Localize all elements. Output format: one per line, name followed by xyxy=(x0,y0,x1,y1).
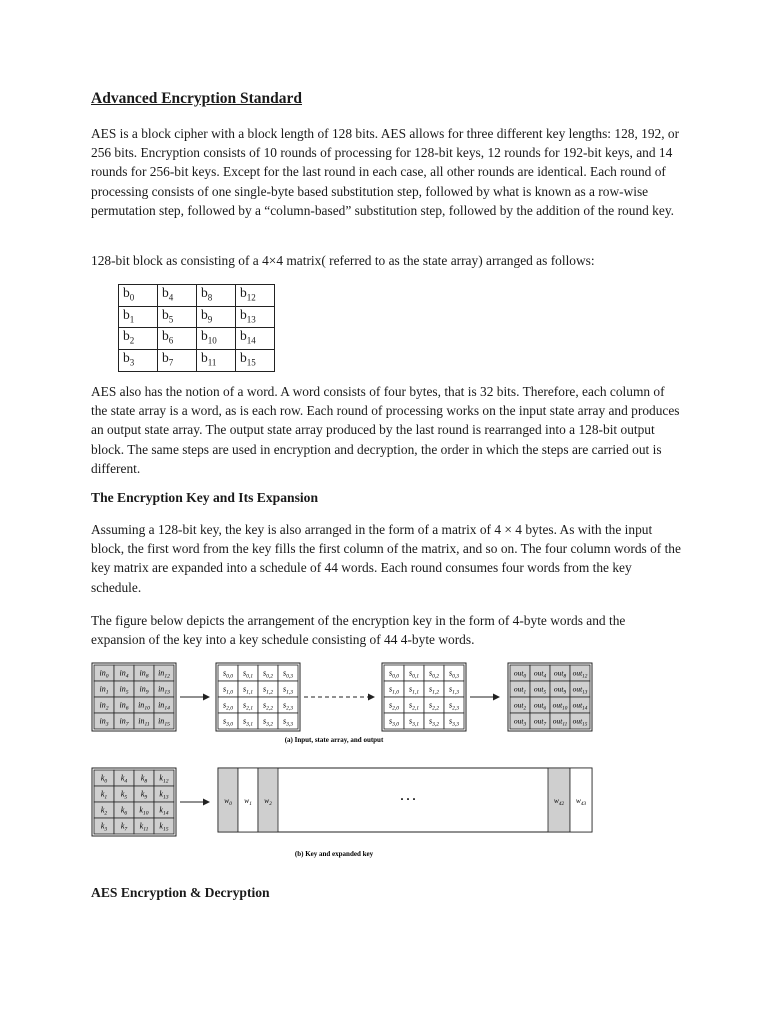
output-matrix-cell-label: out$_0$ xyxy=(513,668,527,680)
state-matrix-cell-label: $s_{3,3}$ xyxy=(282,716,294,728)
state-cell: $b_1$ xyxy=(119,306,158,328)
key-matrix-cell-label: $k_{12}$ xyxy=(159,773,169,785)
output-matrix-cell-label: out$_6$ xyxy=(533,700,547,712)
input-matrix-cell-label: $in_6$ xyxy=(119,700,129,712)
schedule-word-label: $w_2$ xyxy=(264,796,272,807)
state-cell: $b_{10}$ xyxy=(197,328,236,350)
block-paragraph: 128-bit block as consisting of a 4×4 matrix( referred to as the state array) arranged as follows: xyxy=(91,253,595,268)
state-matrix-final-cell-label: $s_{0,2}$ xyxy=(428,668,440,680)
input-matrix-cell-label: $in_7$ xyxy=(119,716,129,728)
key-expansion-heading: The Encryption Key and Its Expansion xyxy=(91,490,318,505)
output-matrix-cell-label: out$_4$ xyxy=(533,668,547,680)
key-matrix-cell-label: $k_{14}$ xyxy=(159,805,169,817)
key-matrix-cell-label: $k_4$ xyxy=(120,773,128,785)
state-cell: $b_2$ xyxy=(119,328,158,350)
state-cell: $b_7$ xyxy=(158,350,197,372)
schedule-word-label: $w_1$ xyxy=(244,796,252,807)
schedule-word-label: $w_0$ xyxy=(224,796,232,807)
input-matrix-cell-label: $in_2$ xyxy=(99,700,109,712)
caption-b: (b) Key and expanded key xyxy=(294,850,374,858)
input-matrix-cell-label: $in_{10}$ xyxy=(138,700,150,712)
schedule-word-label: $w_{43}$ xyxy=(575,796,587,807)
output-matrix-cell-label: out$_8$ xyxy=(553,668,567,680)
input-matrix-cell-label: $in_{14}$ xyxy=(158,700,170,712)
document-title: Advanced Encryption Standard xyxy=(91,90,303,107)
state-matrix-cell-label: $s_{1,1}$ xyxy=(242,684,254,696)
state-matrix-final-cell-label: $s_{2,2}$ xyxy=(428,700,440,712)
input-matrix-cell-label: $in_0$ xyxy=(99,668,109,680)
state-matrix-final-cell-label: $s_{2,1}$ xyxy=(408,700,420,712)
key-matrix-cell-label: $k_7$ xyxy=(120,821,128,833)
state-matrix-final-cell-label: $s_{3,3}$ xyxy=(448,716,460,728)
state-matrix-cell-label: $s_{1,3}$ xyxy=(282,684,294,696)
state-matrix-cell-label: $s_{0,1}$ xyxy=(242,668,254,680)
schedule-word-label: $w_{42}$ xyxy=(553,796,565,807)
key-matrix-cell-label: $k_3$ xyxy=(100,821,108,833)
input-to-state-arrow-head xyxy=(203,694,210,701)
state-matrix-cell-label: $s_{3,1}$ xyxy=(242,716,254,728)
state-matrix-final-cell-label: $s_{0,1}$ xyxy=(408,668,420,680)
state-matrix-final-cell-label: $s_{2,0}$ xyxy=(388,700,400,712)
schedule-ellipsis: . . . xyxy=(400,789,416,803)
state-matrix-cell-label: $s_{0,2}$ xyxy=(262,668,274,680)
state-cell: $b_{15}$ xyxy=(236,350,275,372)
key-matrix-cell-label: $k_{11}$ xyxy=(139,821,149,833)
state-cell: $b_{11}$ xyxy=(197,350,236,372)
key-to-schedule-arrow-head xyxy=(203,799,210,806)
state-matrix-final-cell-label: $s_{2,3}$ xyxy=(448,700,460,712)
output-matrix-cell-label: out$_2$ xyxy=(513,700,527,712)
output-matrix-cell-label: out$_{11}$ xyxy=(552,716,568,728)
input-matrix-cell-label: $in_5$ xyxy=(119,684,129,696)
caption-a: (a) Input, state array, and output xyxy=(284,736,384,744)
state-matrix-cell-label: $s_{2,3}$ xyxy=(282,700,294,712)
state-cell: $b_{14}$ xyxy=(236,328,275,350)
input-matrix-cell-label: $in_{11}$ xyxy=(138,716,150,728)
key-matrix-cell-label: $k_{15}$ xyxy=(159,821,169,833)
output-matrix-cell-label: out$_9$ xyxy=(553,684,567,696)
state-matrix-final-cell-label: $s_{0,0}$ xyxy=(388,668,400,680)
state-cell: $b_4$ xyxy=(158,285,197,307)
output-matrix-cell-label: out$_{14}$ xyxy=(572,700,588,712)
output-matrix-cell-label: out$_5$ xyxy=(533,684,547,696)
state-matrix-final-cell-label: $s_{1,3}$ xyxy=(448,684,460,696)
key-matrix-cell-label: $k_0$ xyxy=(100,773,108,785)
state-matrix-cell-label: $s_{2,0}$ xyxy=(222,700,234,712)
state-matrix-cell-label: $s_{2,1}$ xyxy=(242,700,254,712)
state-to-output-arrow-head xyxy=(493,694,500,701)
key-matrix-cell-label: $k_{13}$ xyxy=(159,789,169,801)
state-to-state-arrow-head xyxy=(368,694,375,701)
input-matrix-cell-label: $in_{13}$ xyxy=(158,684,170,696)
state-cell: $b_5$ xyxy=(158,306,197,328)
state-matrix-cell-label: $s_{3,0}$ xyxy=(222,716,234,728)
figure-description: The figure below depicts the arrangement of the encryption key in the form of 4-byte words and the expansion of the key into a key schedule consisting of 44 4-byte words. xyxy=(91,613,626,648)
state-matrix-cell-label: $s_{2,2}$ xyxy=(262,700,274,712)
input-matrix-cell-label: $in_1$ xyxy=(99,684,109,696)
output-matrix-cell-label: out$_7$ xyxy=(533,716,547,728)
state-matrix-cell-label: $s_{0,3}$ xyxy=(282,668,294,680)
state-matrix-cell-label: $s_{1,2}$ xyxy=(262,684,274,696)
input-matrix-cell-label: $in_8$ xyxy=(139,668,149,680)
state-matrix-cell-label: $s_{3,2}$ xyxy=(262,716,274,728)
state-cell: $b_{12}$ xyxy=(236,285,275,307)
output-matrix-cell-label: out$_{15}$ xyxy=(572,716,588,728)
word-paragraph: AES also has the notion of a word. A word consists of four bytes, that is 32 bits. Therefore, each column of the state array is a word, as is each row. Each round of processing works on the input state array and produces an output state array. The output state array produced by the last round is rearranged into a 128-bit output block. The same steps are used in encryption and decryption, the order in which the steps are carried out is different. xyxy=(91,384,680,476)
state-cell: $b_3$ xyxy=(119,350,158,372)
state-matrix-final-cell-label: $s_{1,2}$ xyxy=(428,684,440,696)
input-matrix-cell-label: $in_{15}$ xyxy=(158,716,170,728)
key-matrix-cell-label: $k_6$ xyxy=(120,805,128,817)
output-matrix-cell-label: out$_{12}$ xyxy=(572,668,588,680)
schedule-word xyxy=(548,768,570,832)
state-cell: $b_{13}$ xyxy=(236,306,275,328)
output-matrix-cell-label: out$_3$ xyxy=(513,716,527,728)
state-matrix-final-cell-label: $s_{3,2}$ xyxy=(428,716,440,728)
state-cell: $b_6$ xyxy=(158,328,197,350)
key-matrix-cell-label: $k_1$ xyxy=(100,789,108,801)
key-paragraph: Assuming a 128-bit key, the key is also arranged in the form of a matrix of 4 × 4 bytes. As with the input block, the first word from the key fills the first column of the matrix, and so on. The four column words of the key matrix are expanded into a schedule of 44 words. Each round consumes four words from the key schedule. xyxy=(91,522,681,595)
encryption-decryption-heading: AES Encryption & Decryption xyxy=(91,885,270,900)
state-matrix-final-cell-label: $s_{0,3}$ xyxy=(448,668,460,680)
state-cell: $b_0$ xyxy=(119,285,158,307)
state-matrix-final-cell-label: $s_{1,0}$ xyxy=(388,684,400,696)
key-matrix-cell-label: $k_2$ xyxy=(100,805,108,817)
key-matrix-cell-label: $k_9$ xyxy=(140,789,148,801)
state-matrix-cell-label: $s_{0,0}$ xyxy=(222,668,234,680)
state-matrix-final-cell-label: $s_{3,1}$ xyxy=(408,716,420,728)
input-matrix-cell-label: $in_3$ xyxy=(99,716,109,728)
schedule-word xyxy=(570,768,592,832)
key-matrix-cell-label: $k_5$ xyxy=(120,789,128,801)
key-matrix-cell-label: $k_8$ xyxy=(140,773,148,785)
input-matrix-cell-label: $in_9$ xyxy=(139,684,149,696)
input-matrix-cell-label: $in_4$ xyxy=(119,668,129,680)
state-matrix-cell-label: $s_{1,0}$ xyxy=(222,684,234,696)
output-matrix-cell-label: out$_1$ xyxy=(513,684,527,696)
state-matrix-final-cell-label: $s_{3,0}$ xyxy=(388,716,400,728)
state-matrix-final-cell-label: $s_{1,1}$ xyxy=(408,684,420,696)
state-cell: $b_8$ xyxy=(197,285,236,307)
input-matrix-cell-label: $in_{12}$ xyxy=(158,668,170,680)
state-cell: $b_9$ xyxy=(197,306,236,328)
output-matrix-cell-label: out$_{10}$ xyxy=(552,700,568,712)
intro-paragraph: AES is a block cipher with a block length of 128 bits. AES allows for three different key lengths: 128, 192, or 256 bits. Encryption consists of 10 rounds of processing for 128-bit keys, 12 rounds for 192-bit keys, and 14 rounds for 256-bit keys. Except for the last round in each case, all other rounds are identical. Each round of processing consists of one single-byte based substitution step, followed by what is known as a row-wise permutation step, followed by a “column-based” substitution step, followed by the addition of the round key. xyxy=(91,126,680,218)
key-matrix-cell-label: $k_{10}$ xyxy=(139,805,149,817)
output-matrix-cell-label: out$_{13}$ xyxy=(572,684,588,696)
